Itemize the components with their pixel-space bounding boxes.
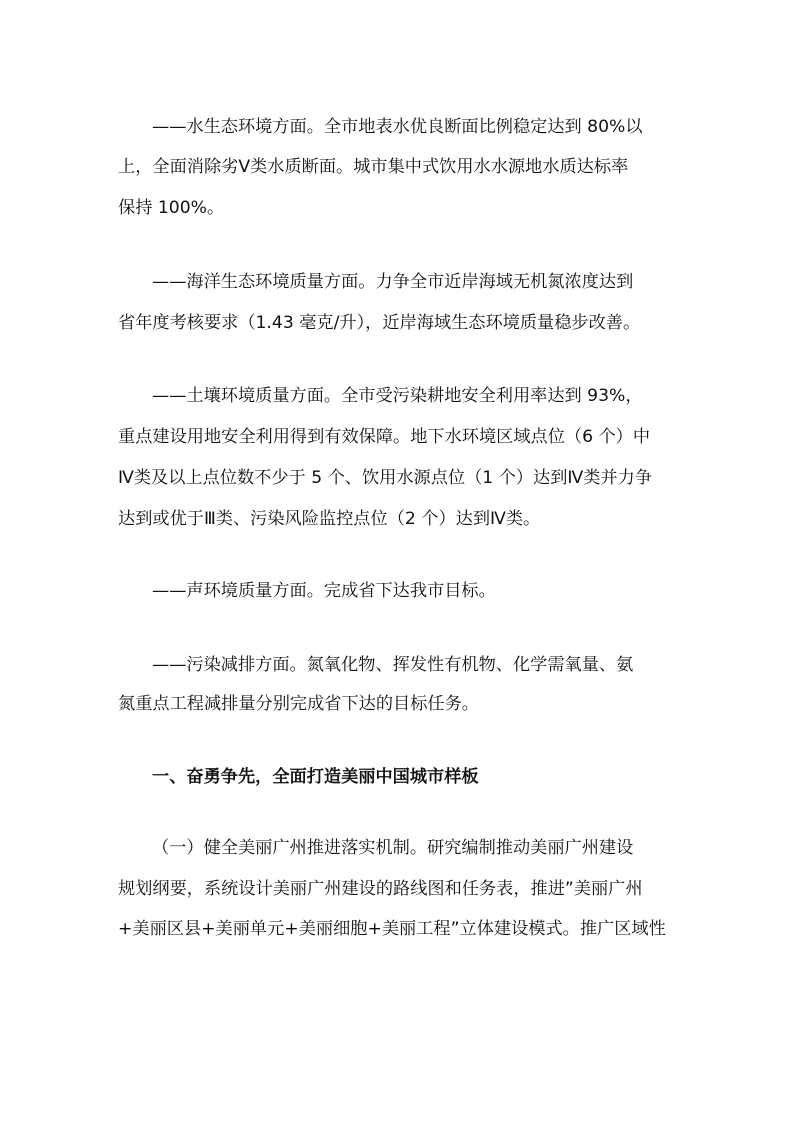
paragraph-emission-line-1: ——污染减排方面。氮氧化物、挥发性有机物、化学需氧量、氨 [152, 655, 634, 675]
paragraph-emission-line-2: 氮重点工程减排量分别完成省下达的目标任务。 [118, 694, 479, 714]
paragraph-water-line-3: 保持 100%。 [118, 198, 225, 218]
paragraph-water-line-1: ——水生态环境方面。全市地表水优良断面比例稳定达到 80%以 [152, 117, 643, 137]
paragraph-noise-line-1: ——声环境质量方面。完成省下达我市目标。 [152, 581, 496, 601]
paragraph-soil-line-2: 重点建设用地安全利用得到有效保障。地下水环境区域点位（6 个）中 [118, 427, 651, 447]
paragraph-mechanism-line-1: （一）健全美丽广州推进落实机制。研究编制推动美丽广州建设 [152, 838, 634, 858]
paragraph-ocean-line-2: 省年度考核要求（1.43 毫克/升），近岸海域生态环境质量稳步改善。 [118, 313, 641, 333]
section-heading: 一、奋勇争先，全面打造美丽中国城市样板 [152, 767, 479, 787]
paragraph-water-line-2: 上，全面消除劣Ⅴ类水质断面。城市集中式饮用水水源地水质达标率 [118, 157, 629, 177]
paragraph-soil-line-3: Ⅳ类及以上点位数不少于 5 个、饮用水源点位（1 个）达到Ⅳ类并力争 [118, 468, 653, 488]
paragraph-ocean-line-1: ——海洋生态环境质量方面。力争全市近岸海域无机氮浓度达到 [152, 272, 634, 292]
paragraph-mechanism-line-2: 规划纲要，系统设计美丽广州建设的路线图和任务表，推进”美丽广州 [118, 879, 643, 899]
paragraph-soil-line-4: 达到或优于Ⅲ类、污染风险监控点位（2 个）达到Ⅳ类。 [118, 509, 541, 529]
paragraph-mechanism-line-3: +美丽区县+美丽单元+美丽细胞+美丽工程”立体建设模式。推广区域性 [118, 919, 666, 939]
paragraph-soil-line-1: ——土壤环境质量方面。全市受污染耕地安全利用率达到 93%， [152, 386, 643, 406]
